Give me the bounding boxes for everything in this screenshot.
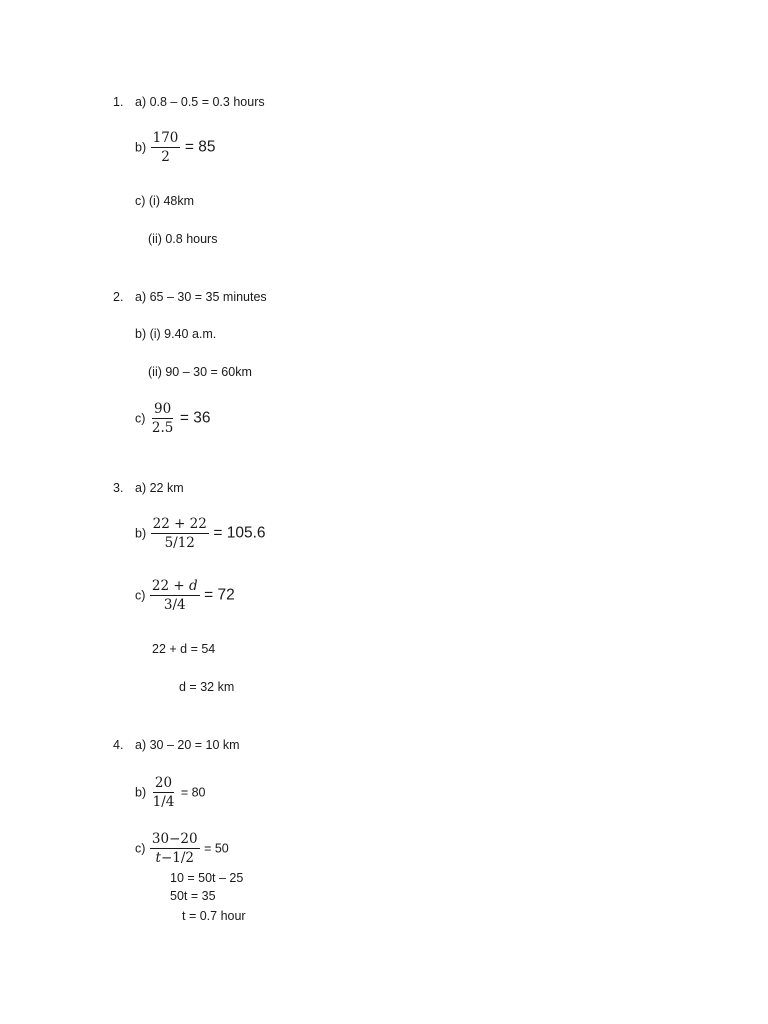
question-4b-fraction — [151, 775, 177, 810]
fraction-numerator: 22 + 22 — [152, 516, 207, 532]
numerator-variable: d — [188, 578, 198, 594]
question-3b-result: = 105.6 — [213, 524, 266, 542]
question-4c-step-2: 50t = 35 — [170, 889, 216, 903]
question-3c — [135, 578, 235, 613]
fraction-numerator: 20 — [154, 775, 173, 791]
question-3c-result: = 72 — [204, 586, 235, 604]
question-2c-label: c) — [135, 411, 146, 426]
question-3c-fraction — [150, 578, 200, 613]
denominator-constant: −1/2 — [160, 850, 194, 866]
question-1b-result: = 85 — [184, 138, 216, 156]
question-3b-label: b) — [135, 526, 147, 541]
question-1c-i: c) (i) 48km — [135, 194, 195, 208]
question-4-number: 4. — [113, 738, 124, 752]
question-4c — [135, 831, 229, 866]
numerator-constant: 22 + — [151, 578, 189, 594]
question-4c-result: = 50 — [204, 841, 229, 856]
fraction-denominator: 1/4 — [152, 794, 175, 810]
denominator-variable: t — [155, 850, 161, 866]
question-4a: a) 30 – 20 = 10 km — [135, 738, 240, 752]
fraction-denominator: 2.5 — [151, 420, 174, 436]
question-2c-fraction — [150, 401, 175, 436]
question-4c-step-3: t = 0.7 hour — [182, 909, 246, 923]
question-4c-label: c) — [135, 841, 146, 856]
question-2b-ii: (ii) 90 – 30 = 60km — [148, 365, 252, 379]
fraction-numerator: 170 — [152, 130, 179, 146]
question-1b-fraction — [151, 130, 181, 165]
fraction-numerator — [150, 578, 200, 596]
fraction-denominator: 3/4 — [163, 597, 186, 613]
fraction-numerator: 90 — [154, 401, 172, 417]
fraction-numerator: 30−20 — [151, 831, 198, 847]
question-4c-step-1: 10 = 50t – 25 — [170, 871, 244, 885]
question-4b — [135, 775, 206, 810]
question-3c-label: c) — [135, 588, 146, 603]
fraction-denominator: 5/12 — [164, 535, 195, 551]
question-3a: a) 22 km — [135, 481, 184, 495]
question-2-number: 2. — [113, 290, 124, 304]
question-3b — [135, 516, 266, 551]
question-2c — [135, 401, 210, 436]
fraction-denominator: 2 — [161, 149, 170, 165]
question-3c-step-2: d = 32 km — [179, 680, 235, 694]
question-3c-step-1: 22 + d = 54 — [152, 642, 216, 656]
question-3-number: 3. — [113, 481, 124, 495]
question-4b-label: b) — [135, 785, 147, 800]
question-1-number: 1. — [113, 95, 124, 109]
question-4c-fraction — [150, 831, 200, 866]
question-1b — [135, 130, 215, 165]
question-2c-result: = 36 — [179, 409, 211, 427]
fraction-denominator — [154, 849, 196, 866]
question-1c-ii: (ii) 0.8 hours — [148, 232, 218, 246]
question-2b-i: b) (i) 9.40 a.m. — [135, 327, 217, 341]
question-4b-result: = 80 — [180, 785, 206, 800]
question-2a: a) 65 – 30 = 35 minutes — [135, 290, 267, 304]
question-1b-label: b) — [135, 140, 147, 155]
question-3b-fraction — [151, 516, 209, 551]
question-1a: a) 0.8 – 0.5 = 0.3 hours — [135, 95, 265, 109]
